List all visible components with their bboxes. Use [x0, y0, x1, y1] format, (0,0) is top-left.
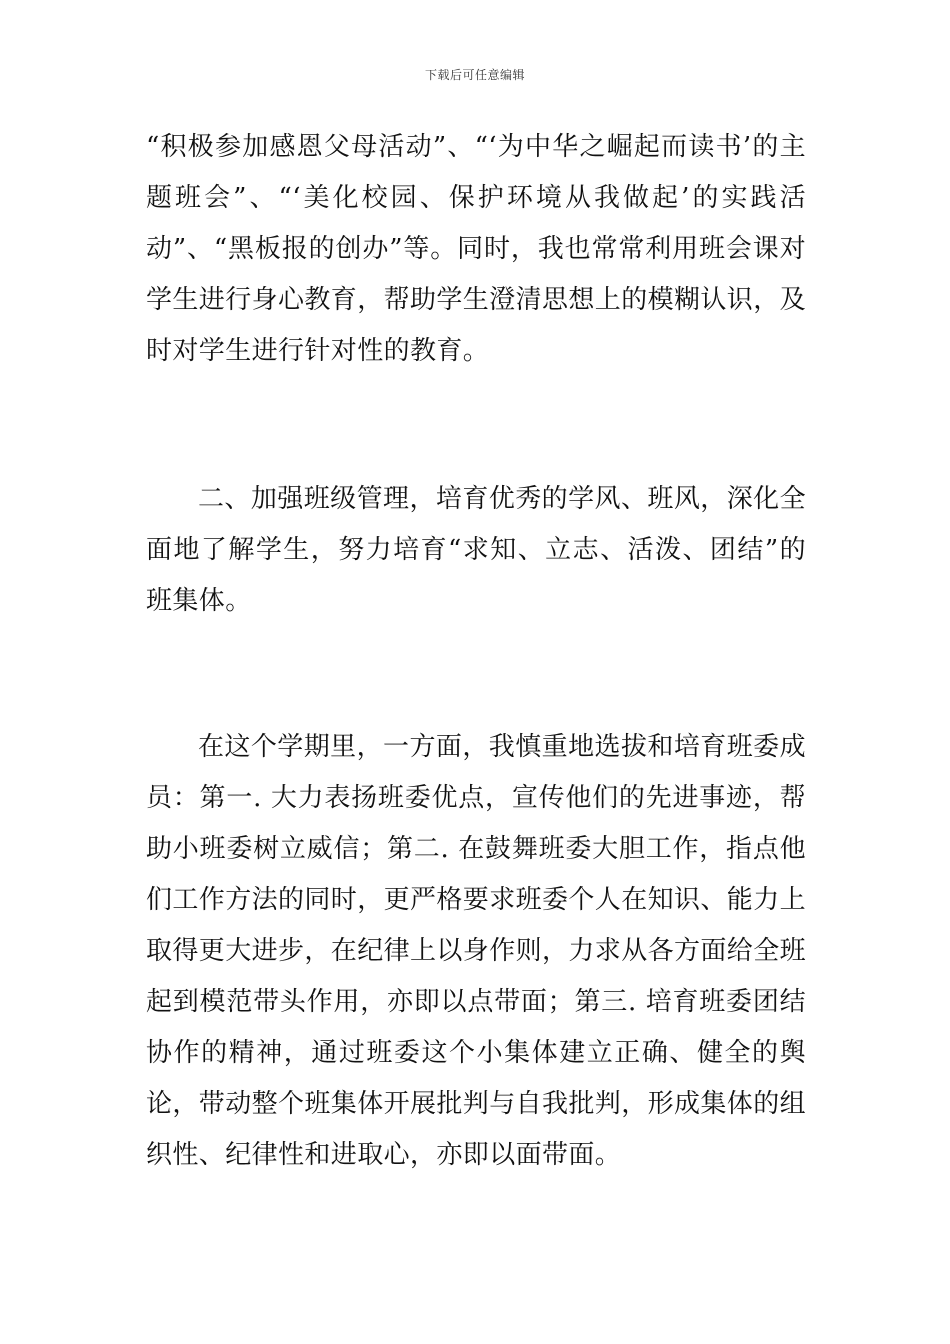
- paragraph-section-two-heading: 二、加强班级管理，培育优秀的学风、班风，深化全面地了解学生，努力培育“求知、立志、活泼、团结”的班集体。: [146, 484, 806, 616]
- paragraph-class-committee: 在这个学期里，一方面，我慎重地选拔和培育班委成员：第一. 大力表扬班委优点，宣传他们的先进事迹，帮助小班委树立威信；第二. 在鼓舞班委大胆工作，指点他们工作方法的同时，更严格要求班委个人在知识、能力上取得更大进步，在纪律上以身作则，力求从各方面给全班起到模范带头作用，亦即以点带面；第三. 培育班委团结协作的精神，通过班委这个小集体建立正确、健全的舆论，带动整个班集体开展批判与自我批判，形成集体的组织性、纪律性和进取心，亦即以面带面。: [146, 732, 807, 1170]
- paragraph-activities: “积极参加感恩父母活动”、“‘为中华之崛起而读书’的主题班会”、“‘美化校园、保护环境从我做起’的实践活动”、“黑板报的创办”等。同时，我也常常利用班会课对学生进行身心教育，帮助学生澄清思想上的模糊认识，及时对学生进行针对性的教育。: [146, 132, 807, 366]
- page-header-note: 下载后可任意编辑: [424, 68, 525, 82]
